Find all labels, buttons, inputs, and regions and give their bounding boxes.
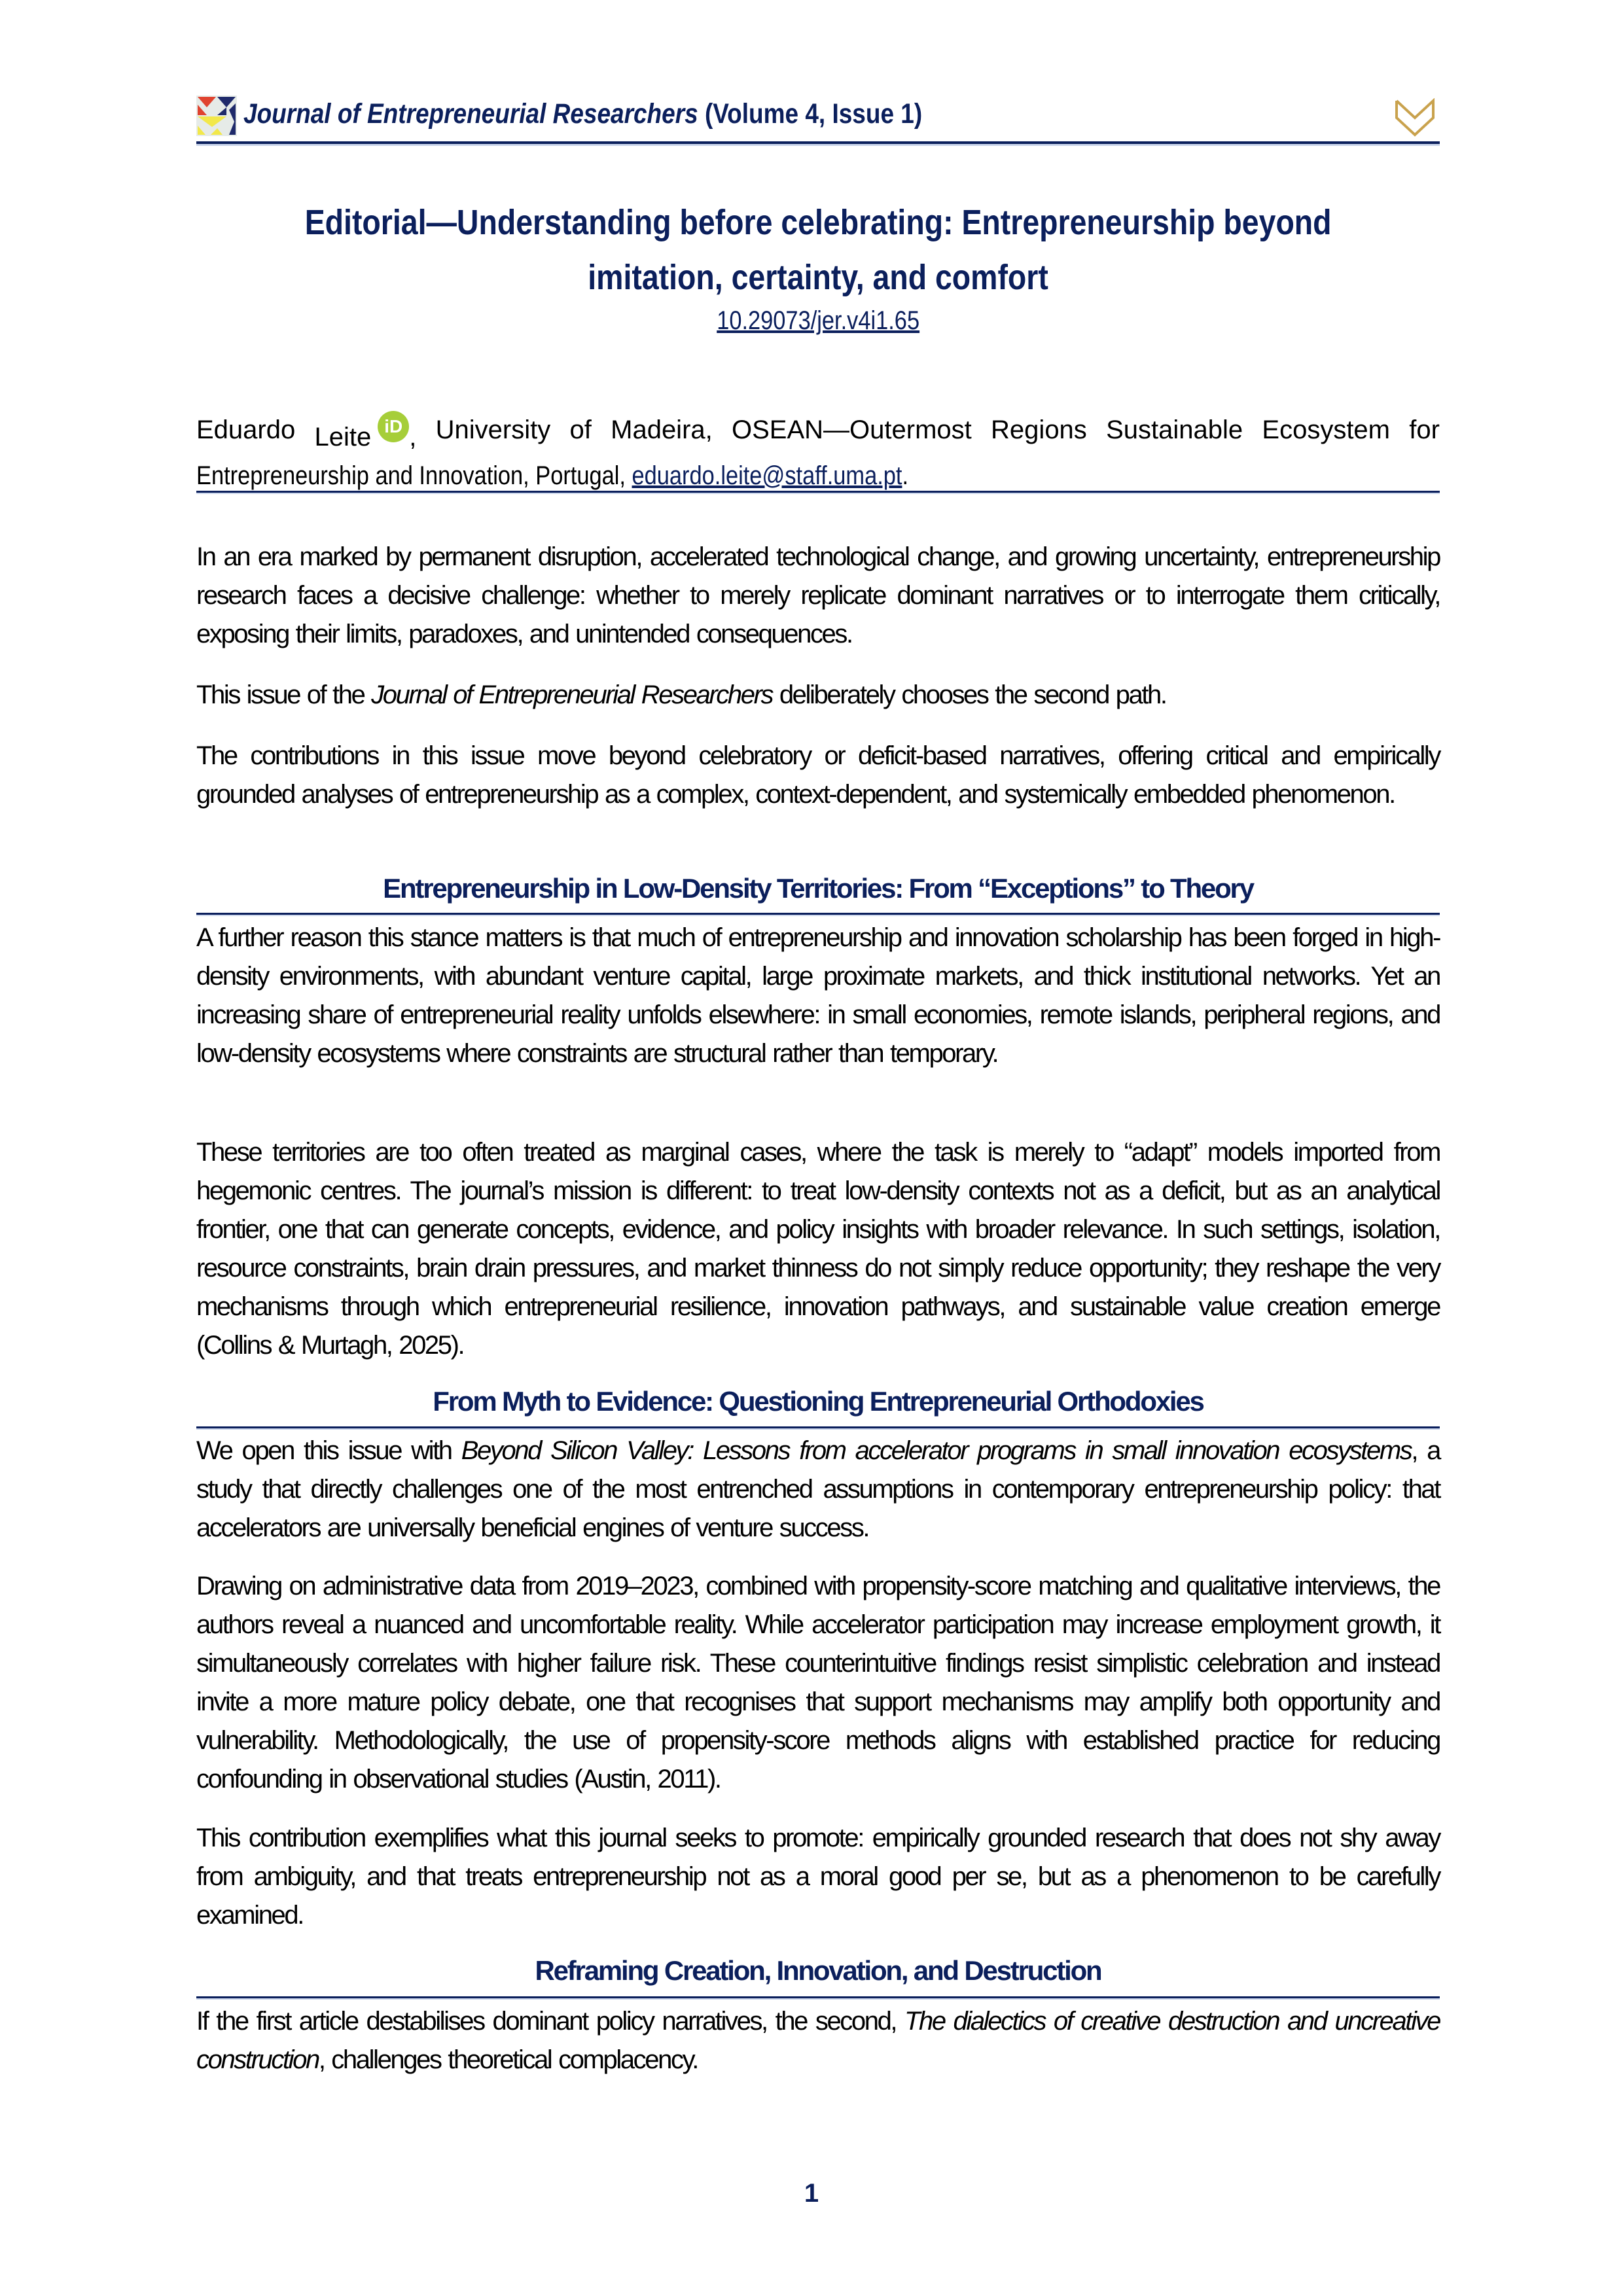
- section-1-body-2: [196, 1133, 1440, 1365]
- section-divider: [196, 1996, 1440, 1998]
- author-line-2: Entrepreneurship and Innovation, Portugal, eduardo.leite@staff.uma.pt.: [196, 461, 909, 490]
- journal-logo-icon: [196, 96, 237, 136]
- section-2-paragraph-3: This contribution exemplifies what this journal seeks to promote: empirically grounded research that does not shy away from ambiguity, and that treats entrepreneurship not as a moral good per se, but as a phenomenon to be carefully examined.: [196, 1824, 1440, 1930]
- intro-section: [196, 538, 1440, 654]
- affiliation-word: University: [435, 415, 551, 444]
- page-number: 1: [804, 2179, 819, 2208]
- journal-name-italic: Journal of Entrepreneurial Researchers: [371, 680, 773, 709]
- section-1-body: [196, 919, 1440, 1073]
- section-myth-evidence: [196, 1386, 1440, 1417]
- running-header: [196, 93, 1440, 145]
- section-divider: [196, 913, 1440, 915]
- doi-link[interactable]: 10.29073/jer.v4i1.65: [717, 306, 919, 335]
- section-1-paragraph-2: These territories are too often treated as marginal cases, where the task is merely to “adapt” models imported from hegemonic centres. The journal’s mission is different: to treat low-density contexts not as a deficit, but as an analytical frontier, one that can generate concepts, evidence, and policy insights with broader relevance. In such settings, isolation, resource constraints, brain drain pressures, and market thinness do not simply reduce opportunity; they reshape the very mechanisms through which entrepreneurial resilience, innovation pathways, and sustainable value creation emerge (Collins & Murtagh, 2025).: [196, 1138, 1440, 1360]
- affiliation-word: Ecosystem: [1262, 415, 1390, 444]
- affiliation-word: for: [1409, 415, 1440, 444]
- section-3-body: [196, 2002, 1440, 2079]
- article-title-italic: Beyond Silicon Valley: Lessons from accelerator programs in small innovation ecosystems: [461, 1436, 1412, 1465]
- author-line-1: [196, 411, 1440, 457]
- section-divider: [196, 1426, 1440, 1428]
- section-1-paragraph-1: A further reason this stance matters is that much of entrepreneurship and innovation scholarship has been forged in high-density environments, with abundant venture capital, large proximate markets, and thick institutional networks. Yet an increasing share of entrepreneurial reality unfolds elsewhere: in small economies, remote islands, peripheral regions, and low-density ecosystems where constraints are structural rather than temporary.: [196, 923, 1440, 1068]
- section-2-paragraph-2: Drawing on administrative data from 2019–2023, combined with propensity-score matching and qualitative interviews, the authors reveal a nuanced and uncomfortable reality. While accelerator participation may increase employment growth, it simultaneously correlates with higher failure risk. These counterintuitive findings resist simplistic celebration and instead invite a more mature policy debate, one that recognises that support mechanisms may amplify both opportunity and vulnerability. Methodologically, the use of propensity-score methods aligns with established practice for reducing confounding in observational studies (Austin, 2011).: [196, 1572, 1440, 1793]
- intro-paragraph-2-wrap: [196, 676, 1440, 715]
- author-block: [196, 411, 1440, 495]
- gold-chevron-icon: [1394, 98, 1436, 137]
- section-3-paragraph-1: If the first article destabilises dominant policy narratives, the second, The dialectics of creative destruction and uncreative construction, challenges theoretical complacency.: [196, 2007, 1440, 2074]
- volume-issue: (Volume 4, Issue 1): [698, 98, 923, 130]
- section-reframing: [196, 1955, 1440, 1987]
- section-heading: Reframing Creation, Innovation, and Destruction: [535, 1955, 1101, 1986]
- doi: [196, 306, 1440, 336]
- intro-paragraph-1: In an era marked by permanent disruption, accelerated technological change, and growing uncertainty, entrepreneurship research faces a decisive challenge: whether to merely replicate dominant narratives or to interrogate them critically, exposing their limits, paradoxes, and unintended consequences.: [196, 542, 1440, 648]
- section-2-paragraph-1: We open this issue with Beyond Silicon Valley: Lessons from accelerator programs in small innovation ecosystems, a study that directly challenges one of the most entrenched assumptions in contemporary entrepreneurship policy: that accelerators are universally beneficial engines of venture success.: [196, 1436, 1440, 1542]
- section-2-body-3: [196, 1819, 1440, 1935]
- affiliation-word: Madeira,: [611, 415, 713, 444]
- author-first-name: Eduardo: [196, 415, 296, 444]
- journal-title: [243, 98, 922, 130]
- author-email-link[interactable]: eduardo.leite@staff.uma.pt: [632, 461, 902, 490]
- orcid-icon[interactable]: iD: [378, 411, 409, 442]
- journal-name: Journal of Entrepreneurial Researchers: [243, 98, 698, 130]
- section-2-body: [196, 1432, 1440, 1547]
- intro-paragraph-2: This issue of the Journal of Entrepreneurial Researchers deliberately chooses the second path.: [196, 680, 1166, 709]
- affiliation-word: OSEAN—Outermost: [732, 415, 972, 444]
- title-line-1: Editorial—Understanding before celebrating: Entrepreneurship beyond: [304, 203, 1332, 242]
- intro-paragraph-3-wrap: [196, 737, 1440, 814]
- intro-paragraph-3: The contributions in this issue move beyond celebratory or deficit-based narratives, offering critical and empirically grounded analyses of entrepreneurship as a complex, context-dependent, and systemically embedded phenomenon.: [196, 741, 1440, 809]
- affiliation-word: of: [569, 415, 592, 444]
- author-last-name: Leite iD ,: [315, 411, 417, 457]
- section-low-density: [196, 873, 1440, 904]
- header-divider: [196, 141, 1440, 144]
- affiliation-word: Sustainable: [1106, 415, 1243, 444]
- section-2-body-2: [196, 1567, 1440, 1799]
- title-line-2: imitation, certainty, and comfort: [588, 258, 1048, 297]
- author-divider: [196, 491, 1440, 493]
- article-title: [196, 195, 1440, 305]
- article-title-italic: The dialectics of creative destruction and uncreative construction: [196, 2007, 1440, 2074]
- affiliation-word: Regions: [991, 415, 1087, 444]
- section-heading: Entrepreneurship in Low-Density Territories: From “Exceptions” to Theory: [383, 873, 1253, 904]
- section-heading: From Myth to Evidence: Questioning Entrepreneurial Orthodoxies: [433, 1386, 1204, 1417]
